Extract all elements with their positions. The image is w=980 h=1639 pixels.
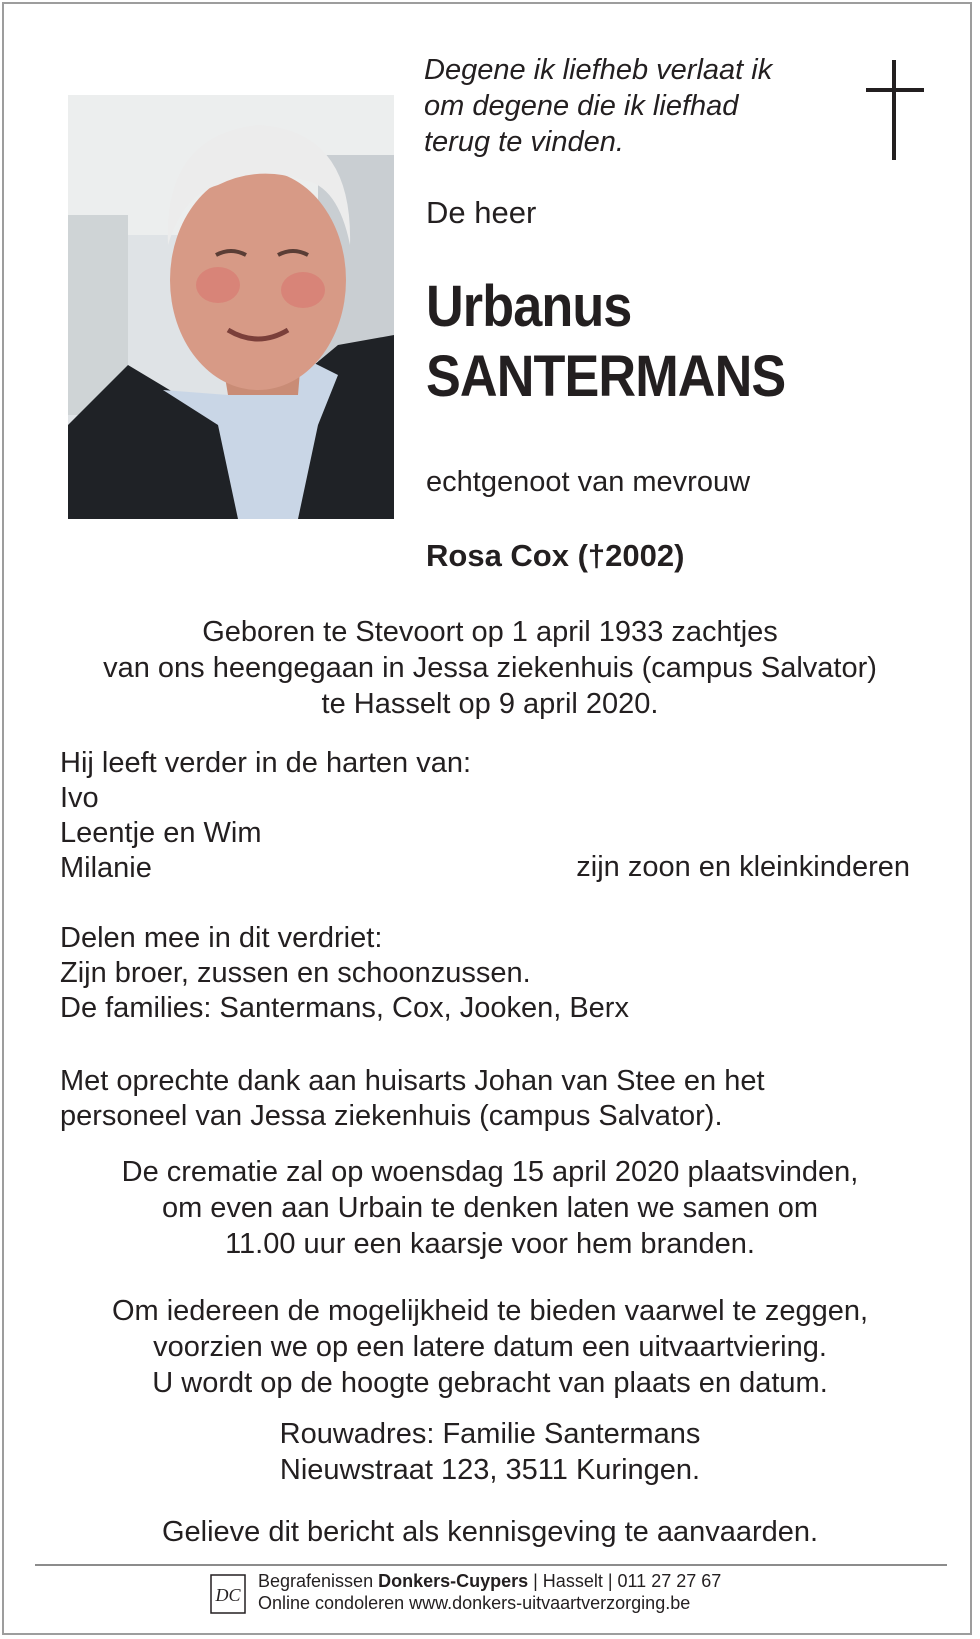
company-name: Donkers-Cuypers xyxy=(378,1571,529,1591)
sorrow-text xyxy=(60,921,940,1026)
cremation-text xyxy=(40,1154,940,1262)
survivors-intro: Hij leeft verder in de harten van: xyxy=(60,747,472,779)
survivor-name: Milanie xyxy=(60,852,152,884)
logo-monogram: DC xyxy=(215,1585,241,1605)
last-name: SANTERMANS xyxy=(426,344,786,409)
text-line: voorzien we op een latere datum een uitvaartviering. xyxy=(153,1331,827,1363)
text-line: Met oprechte dank aan huisarts Johan van Stee en het xyxy=(60,1065,765,1097)
footer-prefix: Begrafenissen xyxy=(258,1571,379,1591)
text-line: Om iedereen de mogelijkheid te bieden vaarwel te zeggen, xyxy=(111,1295,869,1327)
honorific: De heer xyxy=(426,195,537,230)
text-line: Delen mee in dit verdriet: xyxy=(60,922,383,954)
text-line: Rouwadres: Familie Santermans xyxy=(279,1418,701,1450)
thanks-text xyxy=(60,1064,940,1134)
farewell-text xyxy=(40,1293,940,1401)
quote-line: Degene ik liefheb verlaat ik xyxy=(424,54,773,86)
opening-quote xyxy=(424,52,824,160)
footer-info xyxy=(258,1570,721,1614)
mourning-address xyxy=(40,1416,940,1488)
text-line: personeel van Jessa ziekenhuis (campus Salvator). xyxy=(60,1100,723,1132)
notice-text: Gelieve dit bericht als kennisgeving te aanvaarden. xyxy=(161,1516,819,1548)
first-name: Urbanus xyxy=(426,274,632,339)
quote-line: terug te vinden. xyxy=(424,126,624,158)
survivor-name: Leentje en Wim xyxy=(60,817,262,849)
quote-line: om degene die ik liefhad xyxy=(424,90,739,122)
footer-company-line xyxy=(258,1570,721,1592)
text-line: Geboren te Stevoort op 1 april 1933 zachtjes xyxy=(202,616,778,648)
text-line: 11.00 uur een kaarsje voor hem branden. xyxy=(225,1228,755,1260)
deceased-name xyxy=(426,272,785,412)
online-condolences: Online condoleren www.donkers-uitvaartverzorging.be xyxy=(258,1593,691,1613)
text-line: Nieuwstraat 123, 3511 Kuringen. xyxy=(279,1454,701,1486)
funeral-home-logo-icon xyxy=(210,1574,246,1614)
text-line: van ons heengegaan in Jessa ziekenhuis (campus Salvator) xyxy=(103,652,877,684)
spouse-label: echtgenoot van mevrouw xyxy=(426,466,751,498)
footer-contact: | Hasselt | 011 27 27 67 xyxy=(528,1571,722,1591)
text-line: De crematie zal op woensdag 15 april 2020 plaatsvinden, xyxy=(121,1156,859,1188)
text-line: Zijn broer, zussen en schoonzussen. xyxy=(60,957,531,989)
footer-divider xyxy=(35,1564,947,1566)
spouse-name: Rosa Cox (†2002) xyxy=(426,538,685,573)
text-line: De families: Santermans, Cox, Jooken, Berx xyxy=(60,992,629,1024)
text-line: te Hasselt op 9 april 2020. xyxy=(321,688,659,720)
text-line: U wordt op de hoogte gebracht van plaats en datum. xyxy=(152,1367,828,1399)
cross-icon xyxy=(866,60,924,160)
portrait-photo xyxy=(68,95,394,519)
birth-death-text xyxy=(40,614,940,722)
text-line: om even aan Urbain te denken laten we samen om xyxy=(161,1192,819,1224)
survivor-name: Ivo xyxy=(60,782,99,814)
portrait-illustration xyxy=(68,95,394,519)
survivors-relation: zijn zoon en kleinkinderen xyxy=(576,851,910,883)
